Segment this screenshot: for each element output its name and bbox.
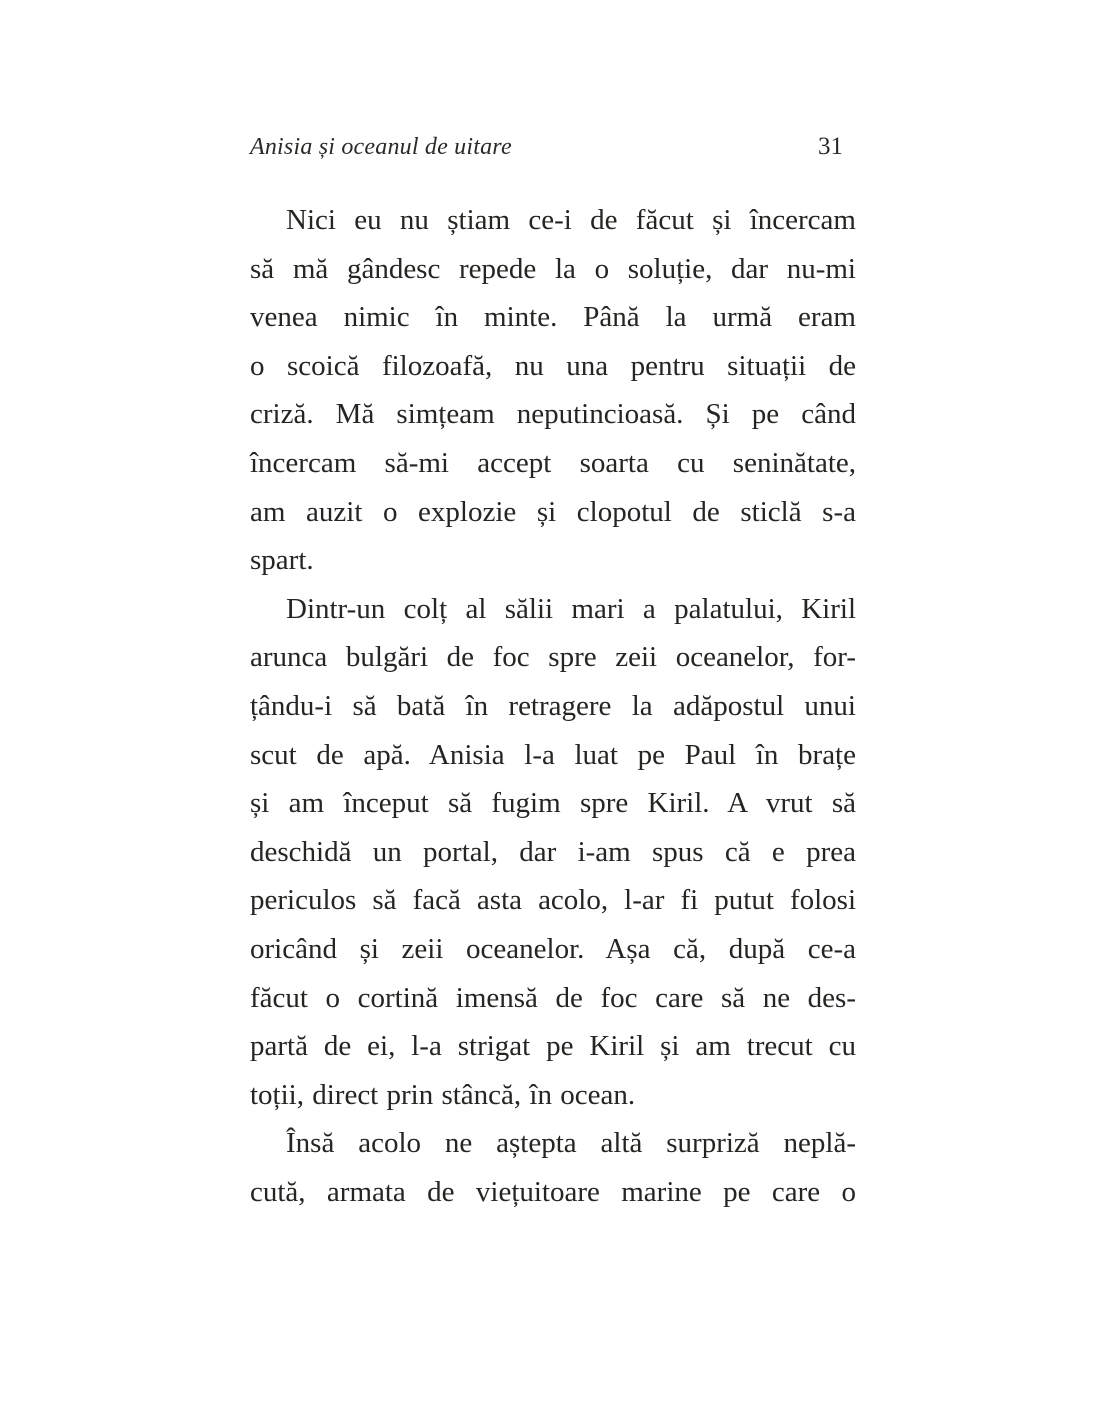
text-line: încercam să-mi accept soarta cu seninătate,: [250, 446, 856, 479]
text-line: țându-i să bată în retragere la adăpostul unui: [250, 689, 856, 722]
text-line: periculos să facă asta acolo, l-ar fi putut folosi: [250, 884, 856, 917]
text-line: partă de ei, l-a strigat pe Kiril și am trecut cu: [250, 1030, 856, 1063]
text-line: Nici eu nu știam ce-i de făcut și încercam: [286, 204, 856, 236]
paragraph: [250, 196, 856, 585]
text-line: să mă gândesc repede la o soluție, dar nu-mi: [250, 252, 856, 285]
text-line: arunca bulgări de foc spre zeii oceanelor, for-: [250, 641, 856, 674]
text-line: și am început să fugim spre Kiril. A vrut să: [250, 787, 856, 820]
text-line: deschidă un portal, dar i-am spus că e prea: [250, 835, 856, 868]
text-line: cută, armata de viețuitoare marine pe care o: [250, 1175, 856, 1208]
text-line: am auzit o explozie și clopotul de sticlă s-a: [250, 495, 856, 528]
text-line: venea nimic în minte. Până la urmă eram: [250, 301, 856, 334]
page-header: [250, 133, 856, 161]
text-line: o scoică filozoafă, nu una pentru situații de: [250, 349, 856, 382]
text-line: criză. Mă simțeam neputincioasă. Și pe când: [250, 398, 856, 431]
text-line: făcut o cortină imensă de foc care să ne des-: [250, 981, 856, 1014]
running-title: Anisia și oceanul de uitare: [250, 134, 512, 160]
text-line: oricând și zeii oceanelor. Așa că, după ce-a: [250, 932, 856, 965]
text-body: [250, 196, 856, 1216]
text-line: Însă acolo ne aștepta altă surpriză neplă-: [286, 1127, 856, 1160]
paragraph: [250, 1119, 856, 1216]
text-line: toții, direct prin stâncă, în ocean.: [250, 1078, 636, 1111]
text-line: spart.: [250, 544, 314, 577]
text-line: scut de apă. Anisia l-a luat pe Paul în brațe: [250, 738, 856, 771]
paragraph: [250, 585, 856, 1120]
page-number: 31: [818, 133, 843, 160]
text-line: Dintr-un colț al sălii mari a palatului, Kiril: [286, 592, 856, 625]
